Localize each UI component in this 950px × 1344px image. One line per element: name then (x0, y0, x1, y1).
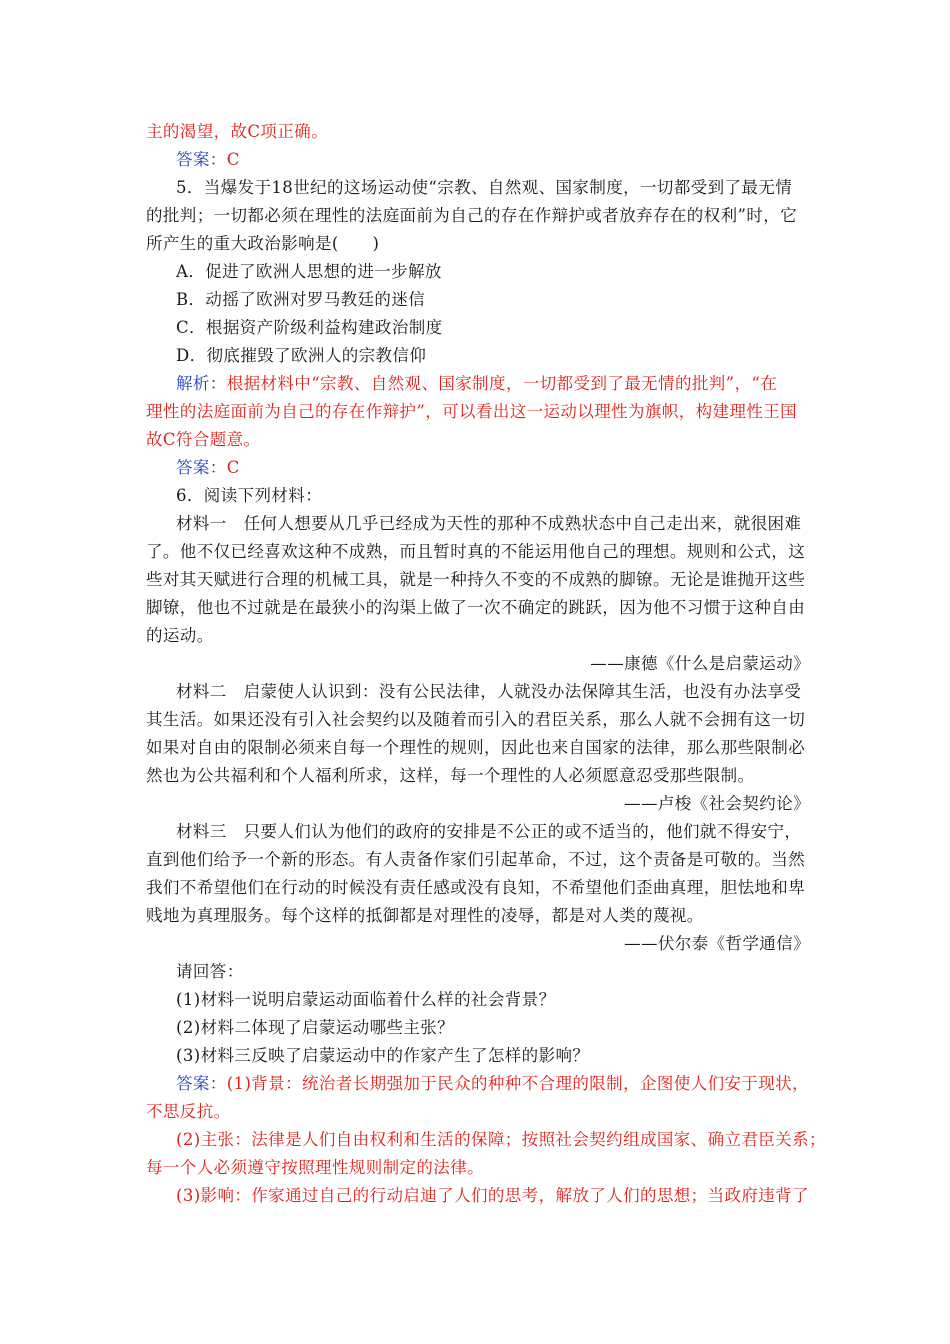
q4-analysis-tail: 主的渴望，故C项正确。 (146, 122, 329, 141)
answer-label: 答案： (176, 1074, 227, 1093)
material-3-source: ——伏尔泰《哲学通信》 (624, 934, 810, 953)
material-3-line-3: 我们不希望他们在行动的时候没有责任感或没有良知，不希望他们歪曲真理，胆怯地和卑 (146, 878, 806, 897)
material-1-line-3: 些对其天赋进行合理的机械工具，就是一种持久不变的不成熟的脚镣。无论是谁抛开这些 (146, 570, 806, 589)
answer-label: 答案： (176, 458, 227, 477)
q6-question-2: (2)材料二体现了启蒙运动哪些主张？ (176, 1018, 455, 1037)
material-2-line-2: 其生活。如果还没有引入社会契约以及随着而引入的君臣关系，那么人就不会拥有这一切 (146, 710, 806, 729)
q6-question-1: (1)材料一说明启蒙运动面临着什么样的社会背景？ (176, 990, 556, 1009)
q5-analysis-line-2: 理性的法庭面前为自己的存在作辩护”，可以看出这一运动以理性为旗帜，构建理性王国 (146, 402, 798, 421)
material-1-source: ——康德《什么是启蒙运动》 (590, 654, 810, 673)
q6-question-3: (3)材料三反映了启蒙运动中的作家产生了怎样的影响？ (176, 1046, 590, 1065)
material-2-source: ——卢梭《社会契约论》 (624, 794, 810, 813)
q4-answer-line (176, 146, 810, 174)
q6-answer-line-1: 答案：(1)背景：统治者长期强加于民众的种种不合理的限制，企图使人们安于现状， (176, 1074, 809, 1093)
q5-stem-line-1: 5．当爆发于18世纪的这场运动使“宗教、自然观、国家制度，一切都受到了最无情 (176, 178, 793, 197)
material-1-line-5: 的运动。 (146, 626, 214, 645)
material-1-line-2: 了。他不仅已经喜欢这种不成熟，而且暂时真的不能运用他自己的理想。规则和公式，这 (146, 542, 806, 561)
q6-stem: 6．阅读下列材料： (176, 486, 323, 505)
material-3-line-1: 材料三 只要人们认为他们的政府的安排是不公正的或不适当的，他们就不得安宁， (176, 822, 802, 841)
material-1-line-4: 脚镣，他也不过就是在最狭小的沟渠上做了一次不确定的跳跃，因为他不习惯于这种自由 (146, 598, 806, 617)
q6-answer-line-4: 每一个人必须遵守按照理性规则制定的法律。 (146, 1158, 484, 1177)
q6-prompt: 请回答： (176, 962, 244, 981)
q5-analysis-line-1: 解析：根据材料中“宗教、自然观、国家制度，一切都受到了最无情的批判”，“在 (176, 374, 778, 393)
q5-option-a: A．促进了欧洲人思想的进一步解放 (176, 262, 442, 281)
q5-option-c: C．根据资产阶级利益构建政治制度 (176, 318, 443, 337)
q5-answer: C (226, 458, 240, 477)
q5-option-b: B．动摇了欧洲对罗马教廷的迷信 (176, 290, 426, 309)
q4-answer: C (226, 150, 240, 169)
answer-label: 答案： (176, 150, 227, 169)
q5-stem-line-2: 的批判；一切都必须在理性的法庭面前为自己的存在作辩护或者放弃存在的权利”时，它 (146, 206, 798, 225)
q5-analysis-line-3: 故C符合题意。 (146, 430, 261, 449)
q6-answer-line-2: 不思反抗。 (146, 1102, 231, 1121)
analysis-label: 解析： (176, 374, 227, 393)
q5-stem-line-3: 所产生的重大政治影响是( ) (146, 234, 380, 253)
material-3-line-2: 直到他们给予一个新的形态。有人责备作家们引起革命，不过，这个责备是可敬的。当然 (146, 850, 806, 869)
q5-option-d: D．彻底摧毁了欧洲人的宗教信仰 (176, 346, 427, 365)
material-2-line-4: 然也为公共福利和个人福利所求，这样，每一个理性的人必须愿意忍受那些限制。 (146, 766, 755, 785)
q6-answer-line-3: (2)主张：法律是人们自由权利和生活的保障；按照社会契约组成国家、确立君臣关系； (176, 1130, 826, 1149)
material-2-line-1: 材料二 启蒙使人认识到：没有公民法律，人就没办法保障其生活，也没有办法享受 (176, 682, 802, 701)
q5-answer-line (176, 454, 810, 482)
material-1-line-1: 材料一 任何人想要从几乎已经成为天性的那种不成熟状态中自己走出来，就很困难 (176, 514, 802, 533)
material-2-line-3: 如果对自由的限制必须来自每一个理性的规则，因此也来自国家的法律，那么那些限制必 (146, 738, 806, 757)
material-3-line-4: 贱地为真理服务。每个这样的抵御都是对理性的凌辱，都是对人类的蔑视。 (146, 906, 704, 925)
q6-answer-line-5: (3)影响：作家通过自己的行动启迪了人们的思考，解放了人们的思想；当政府违背了 (176, 1186, 809, 1205)
